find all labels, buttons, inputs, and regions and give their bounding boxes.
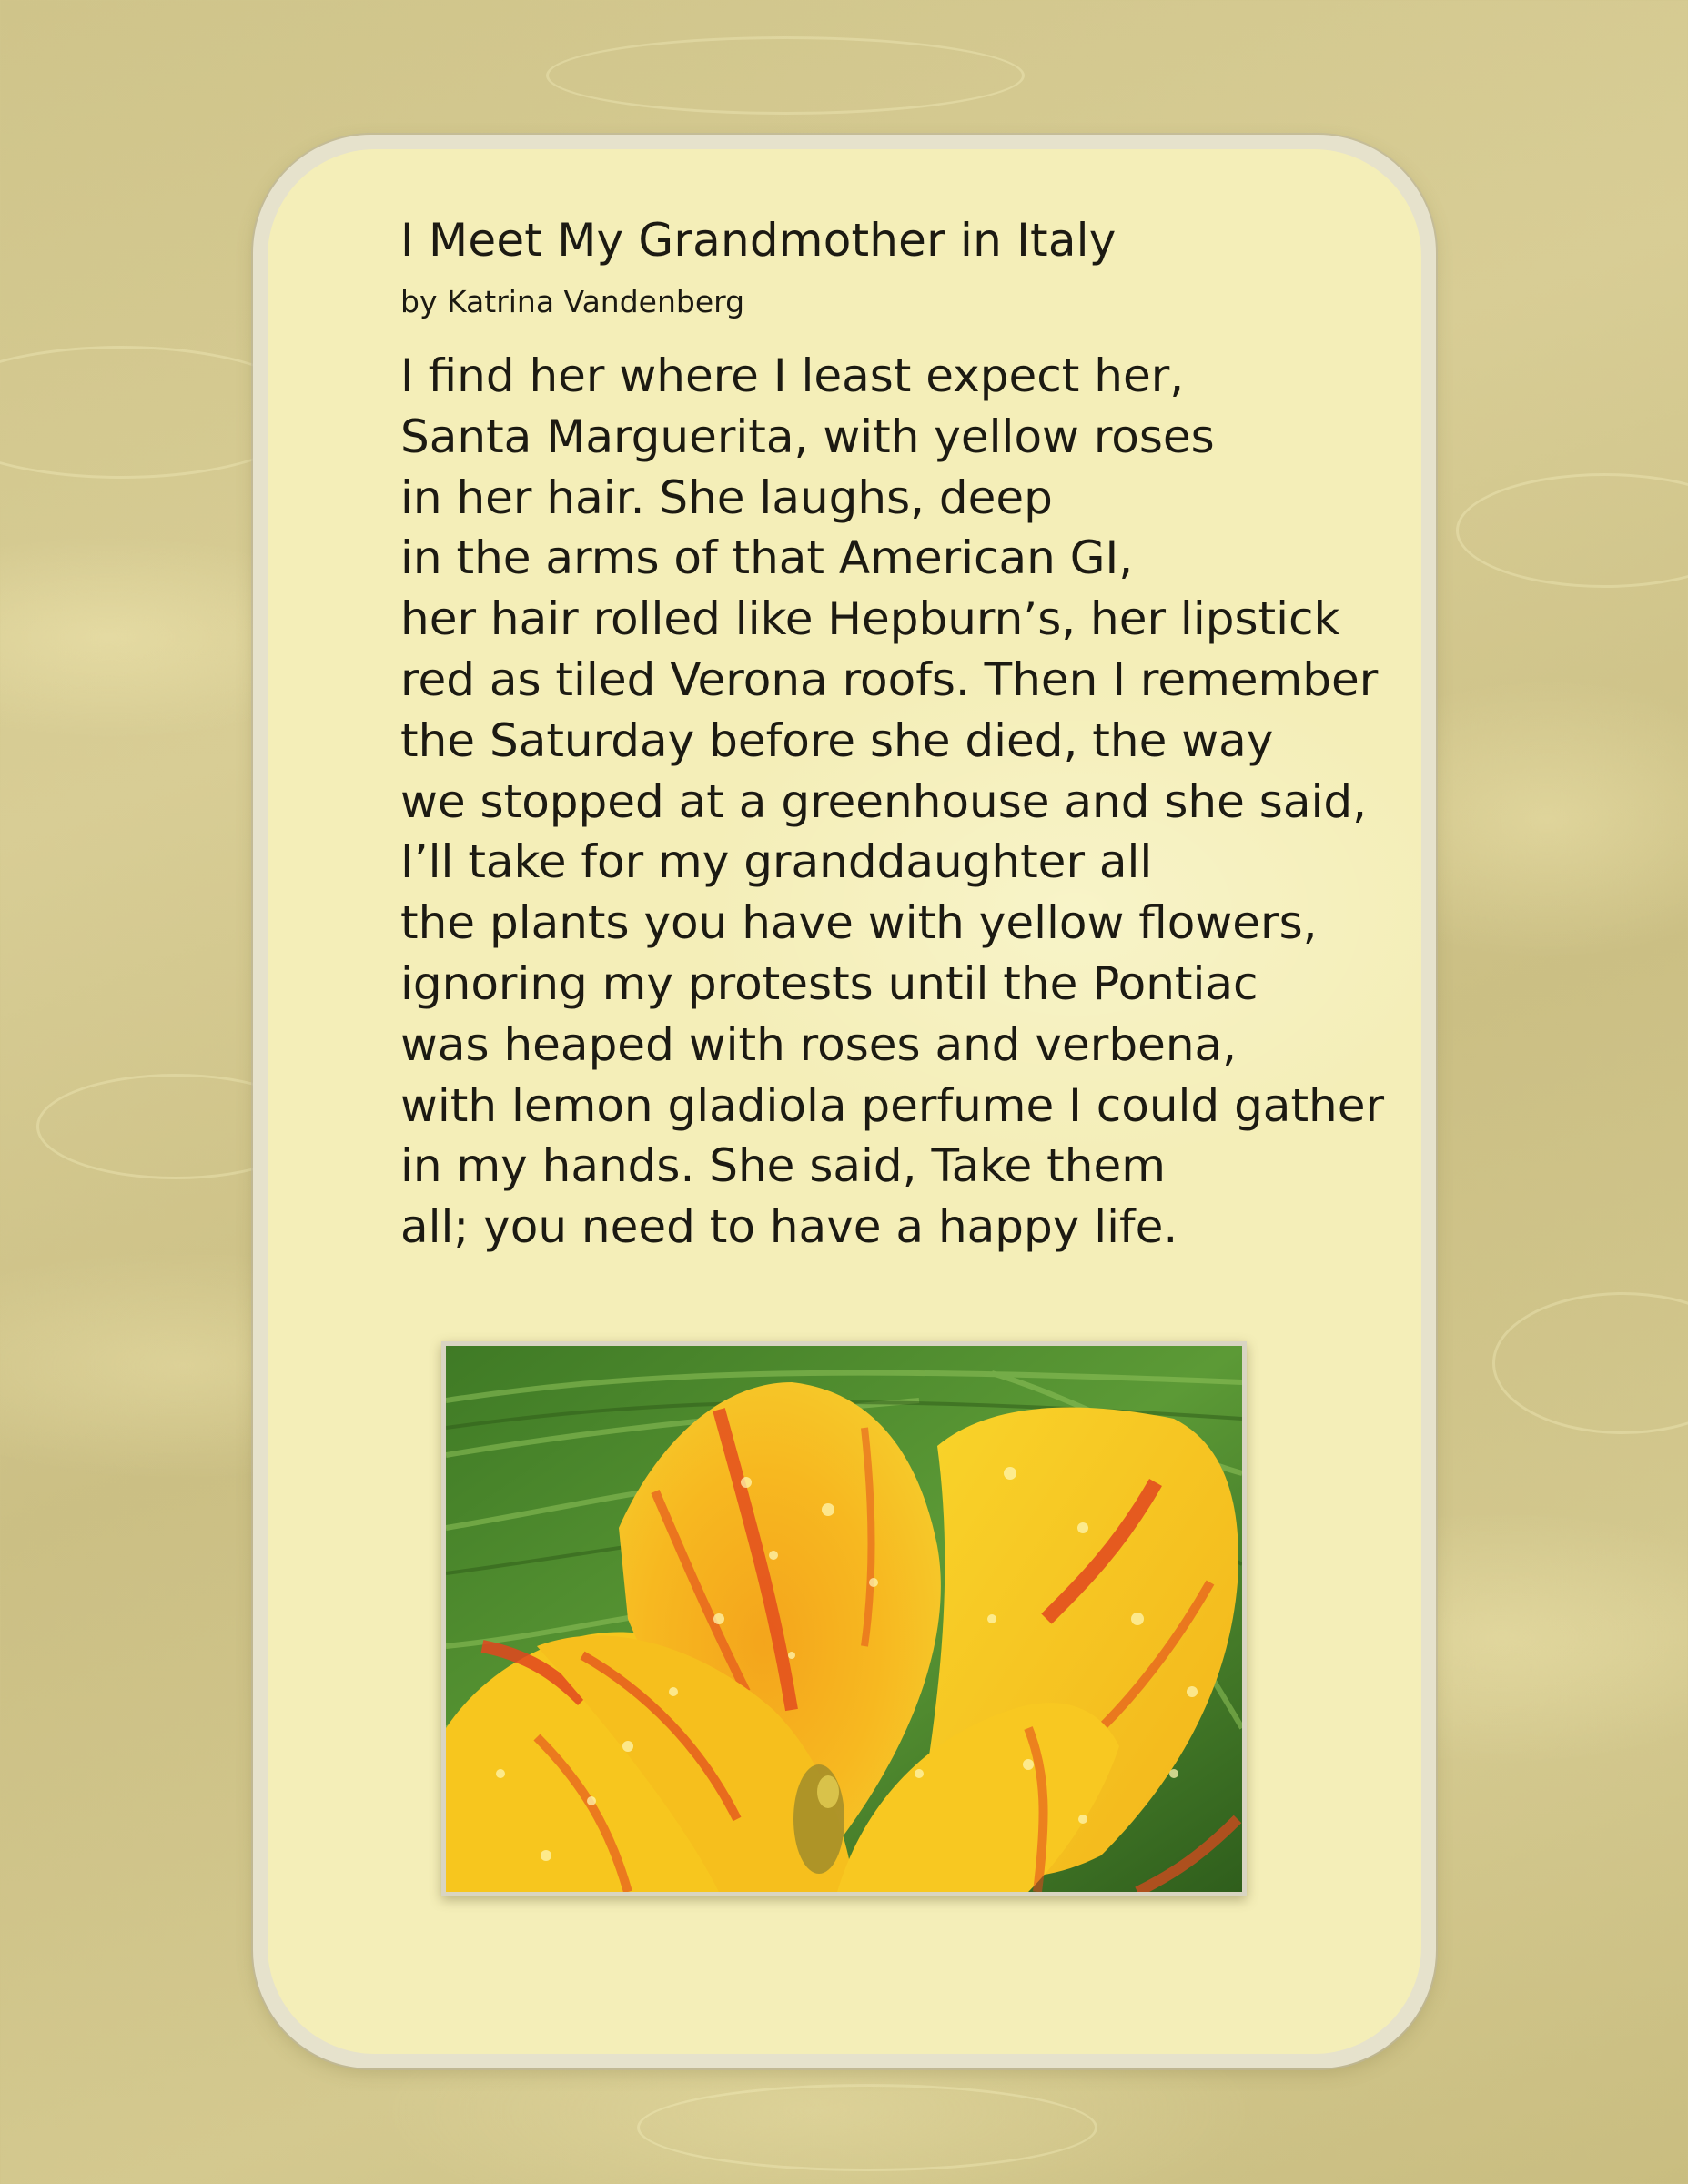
poem-content — [400, 211, 1385, 1258]
poem-author: by Katrina Vandenberg — [400, 284, 745, 319]
poem-line: in her hair. She laughs, deep — [400, 470, 1053, 524]
poem-line: in my hands. She said, Take them — [400, 1139, 1166, 1193]
tulip-illustration — [446, 1346, 1242, 1892]
poem-line: I’ll take for my granddaughter all — [400, 835, 1153, 889]
poem-line: red as tiled Verona roofs. Then I remember — [400, 652, 1379, 706]
poem-title: I Meet My Grandmother in Italy — [400, 214, 1117, 267]
poem-body — [400, 346, 1385, 1258]
poem-line: the plants you have with yellow flowers, — [400, 896, 1318, 950]
poem-line: her hair rolled like Hepburn’s, her lipstick — [400, 592, 1340, 646]
poem-line: we stopped at a greenhouse and she said, — [400, 774, 1367, 828]
poem-line: with lemon gladiola perfume I could gather — [400, 1078, 1385, 1132]
poem-line: I find her where I least expect her, — [400, 349, 1185, 402]
stamen — [793, 1764, 844, 1874]
tulip-photo — [441, 1341, 1247, 1896]
poem-line: Santa Marguerita, with yellow roses — [400, 410, 1215, 463]
water-ripple — [637, 2084, 1097, 2171]
poem-line: ignoring my protests until the Pontiac — [400, 956, 1258, 1010]
water-ripple — [1456, 473, 1688, 588]
poem-line: the Saturday before she died, the way — [400, 713, 1274, 767]
water-ripple — [1492, 1292, 1688, 1434]
poem-line: in the arms of that American GI, — [400, 531, 1134, 585]
poem-line: all; you need to have a happy life. — [400, 1200, 1178, 1254]
water-ripple — [546, 36, 1025, 115]
poem-line: was heaped with roses and verbena, — [400, 1017, 1238, 1071]
